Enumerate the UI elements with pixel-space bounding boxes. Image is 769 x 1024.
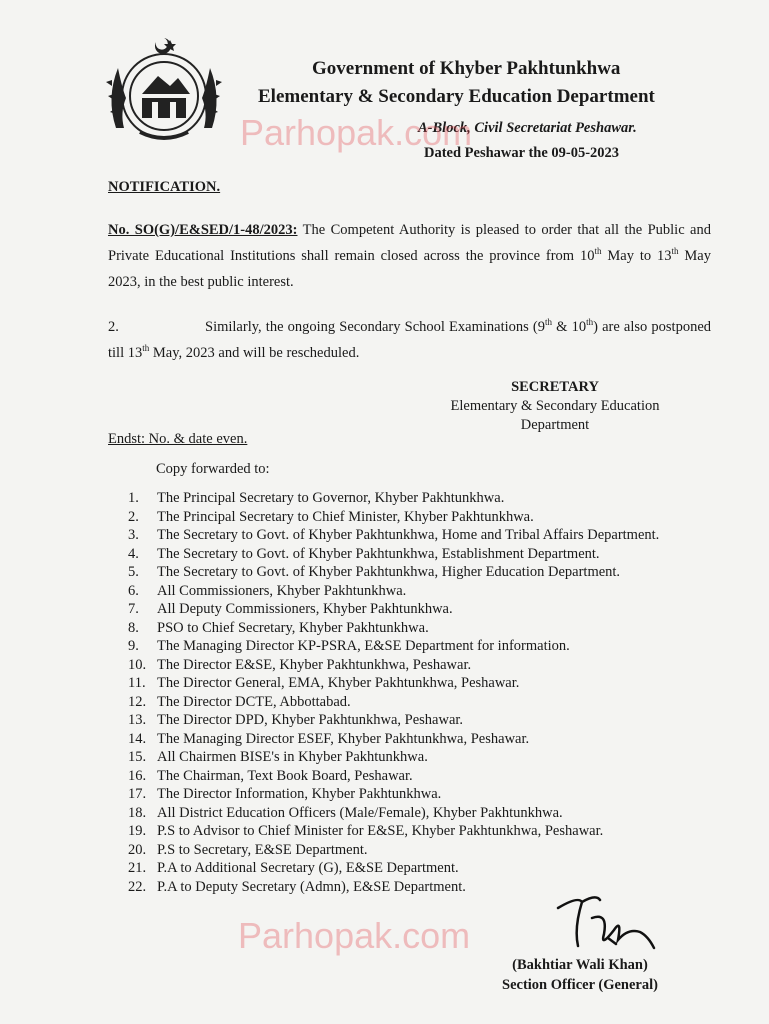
recipient-item <box>128 748 659 767</box>
recipient-text: The Director DCTE, Abbottabad. <box>157 693 351 710</box>
section-officer-block <box>490 955 670 995</box>
recipient-text: All Chairmen BISE's in Khyber Pakhtunkhwa. <box>157 749 428 765</box>
recipient-text: P.A to Deputy Secretary (Admn), E&SE Department. <box>157 878 466 895</box>
recipient-item <box>128 563 659 582</box>
recipient-text: The Director DPD, Khyber Pakhtunkhwa, Peshawar. <box>157 712 464 728</box>
notification-number: No. SO(G)/E&SED/1-48/2023: <box>108 222 298 238</box>
recipient-text: The Director General, EMA, Khyber Pakhtunkhwa, Peshawar. <box>157 675 520 691</box>
recipient-number: 14. <box>128 730 147 747</box>
recipient-number: 20. <box>128 841 147 858</box>
kp-government-seal-icon <box>100 28 228 156</box>
recipient-number: 10. <box>128 656 147 673</box>
watermark-top: Parhopak.com <box>240 112 473 153</box>
dated-line: Dated Peshawar the 09-05-2023 <box>424 145 620 161</box>
recipient-number: 8. <box>128 619 139 636</box>
recipient-text: The Managing Director ESEF, Khyber Pakhtunkhwa, Peshawar. <box>157 730 530 747</box>
recipient-text: The Director E&SE, Khyber Pakhtunkhwa, Peshawar. <box>157 656 472 673</box>
office-address: A-Block, Civil Secretariat Peshawar. <box>418 120 637 136</box>
recipient-item <box>128 489 659 508</box>
endorsement-line: Endst: No. & date even. <box>108 431 248 447</box>
recipient-item <box>128 526 659 545</box>
recipient-item <box>128 674 659 693</box>
recipient-item <box>128 841 659 860</box>
recipient-number: 7. <box>128 601 139 617</box>
recipient-item <box>128 545 659 564</box>
recipient-item <box>128 508 659 527</box>
recipient-number: 18. <box>128 804 147 821</box>
recipient-item <box>128 859 659 878</box>
paragraph-2: 2. Similarly, the ongoing Secondary School Examinations (9th & 10th) are also postponed till 13th May, 2023 and will be rescheduled. <box>108 314 711 366</box>
paragraph-number: 2. <box>108 319 119 335</box>
recipient-text: P.S to Secretary, E&SE Department. <box>157 841 368 858</box>
secretary-line-1: Elementary & Secondary Education <box>450 398 660 414</box>
watermark-bottom: Parhopak.com <box>238 915 471 956</box>
recipient-item <box>128 785 659 804</box>
recipient-number: 21. <box>128 860 147 876</box>
recipient-list <box>128 489 659 896</box>
recipient-number: 22. <box>128 878 147 895</box>
recipient-number: 16. <box>128 767 147 784</box>
officer-name: (Bakhtiar Wali Khan) <box>512 957 648 973</box>
officer-designation: Section Officer (General) <box>502 977 658 993</box>
recipient-text: The Principal Secretary to Chief Minister, Khyber Pakhtunkhwa. <box>157 508 534 525</box>
recipient-item <box>128 582 659 601</box>
recipient-number: 11. <box>128 675 146 691</box>
recipient-text: PSO to Chief Secretary, Khyber Pakhtunkhwa. <box>157 619 429 636</box>
secretary-block <box>430 378 680 435</box>
recipient-item <box>128 637 659 656</box>
recipient-item <box>128 822 659 841</box>
recipient-text: The Secretary to Govt. of Khyber Pakhtunkhwa, Home and Tribal Affairs Department. <box>157 527 660 543</box>
recipient-text: P.S to Advisor to Chief Minister for E&SE, Khyber Pakhtunkhwa, Peshawar. <box>157 823 604 839</box>
recipient-number: 9. <box>128 638 139 654</box>
recipient-text: The Director Information, Khyber Pakhtunkhwa. <box>157 786 442 802</box>
recipient-item <box>128 600 659 619</box>
paragraph-1: No. SO(G)/E&SED/1-48/2023: The Competent Authority is pleased to order that all the Public and Private Educational Institutions shall remain closed across the province from 10th May to 13th May 2023, in the best public interest. <box>108 222 711 290</box>
recipient-number: 6. <box>128 582 139 599</box>
recipient-number: 19. <box>128 823 147 839</box>
recipient-text: The Managing Director KP-PSRA, E&SE Department for information. <box>157 638 570 654</box>
department-heading: Elementary & Secondary Education Department <box>258 86 655 107</box>
recipient-text: The Principal Secretary to Governor, Khyber Pakhtunkhwa. <box>157 490 505 506</box>
recipient-text: All District Education Officers (Male/Female), Khyber Pakhtunkhwa. <box>157 804 563 821</box>
recipient-item <box>128 730 659 749</box>
recipient-text: All Deputy Commissioners, Khyber Pakhtunkhwa. <box>157 601 453 617</box>
recipient-item <box>128 656 659 675</box>
recipient-text: All Commissioners, Khyber Pakhtunkhwa. <box>157 582 407 599</box>
recipient-number: 12. <box>128 693 147 710</box>
secretary-line-2: Department <box>520 417 590 433</box>
recipient-number: 15. <box>128 749 147 765</box>
recipient-text: The Secretary to Govt. of Khyber Pakhtunkhwa, Establishment Department. <box>157 545 600 562</box>
recipient-item <box>128 711 659 730</box>
recipient-text: The Secretary to Govt. of Khyber Pakhtunkhwa, Higher Education Department. <box>157 564 621 580</box>
recipient-item <box>128 767 659 786</box>
government-heading: Government of Khyber Pakhtunkhwa <box>312 58 621 79</box>
recipient-item <box>128 804 659 823</box>
recipient-item <box>128 619 659 638</box>
recipient-item <box>128 693 659 712</box>
secretary-title: SECRETARY <box>511 379 599 395</box>
recipient-number: 3. <box>128 527 139 543</box>
recipient-text: P.A to Additional Secretary (G), E&SE Department. <box>157 860 459 876</box>
recipient-number: 13. <box>128 712 147 728</box>
recipient-number: 5. <box>128 564 139 580</box>
recipient-number: 17. <box>128 786 147 802</box>
copy-forwarded-label: Copy forwarded to: <box>156 461 270 477</box>
recipient-number: 2. <box>128 508 139 525</box>
recipient-number: 4. <box>128 545 139 562</box>
notification-title: NOTIFICATION. <box>108 179 221 195</box>
recipient-number: 1. <box>128 490 139 506</box>
recipient-text: The Chairman, Text Book Board, Peshawar. <box>157 767 413 784</box>
